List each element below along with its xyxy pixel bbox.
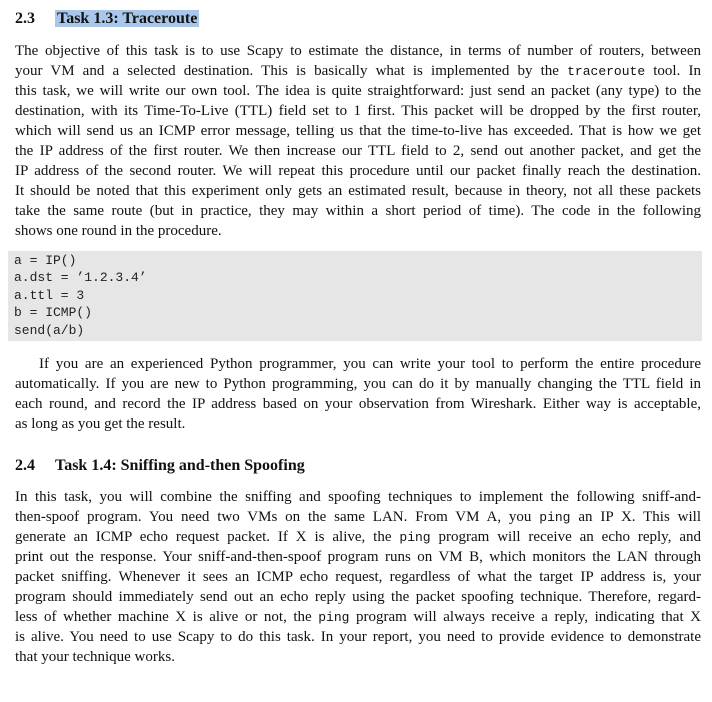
- text-line: [15, 394, 701, 414]
- text-run: your VM and a selected destination. This is basically what is implemented by the: [15, 63, 568, 79]
- text-run: It should be noted that this experiment only gets an estimated result, because in theory, not all these packets: [15, 183, 701, 199]
- text-line: [15, 61, 701, 81]
- inline-code: ping: [318, 610, 350, 625]
- section-title: Task 1.3: Traceroute: [57, 10, 198, 27]
- text-line: [15, 161, 701, 181]
- text-run: generate an ICMP echo request packet. If X is alive, the: [15, 529, 400, 545]
- text-line: [15, 101, 701, 121]
- inline-code: ping: [399, 530, 431, 545]
- text-run: destination, with its Time-To-Live (TTL) field set to 1 first. This packet will be dropped by the first router,: [15, 103, 701, 119]
- code-line: a.dst = ’1.2.3.4’: [14, 270, 147, 285]
- code-line: send(a/b): [14, 323, 85, 338]
- python-note-paragraph: [15, 354, 701, 434]
- text-run: less of whether machine X is alive or not, the: [15, 609, 319, 625]
- text-run: program will always receive a reply, indicating that X: [349, 609, 701, 625]
- text-run: which will send us an ICMP error message, telling us that the time-to-live has exceeded. That is how we get: [15, 123, 701, 139]
- text-run: IP address of the second router. We will repeat this procedure until our packet finally reach the destination.: [15, 163, 701, 179]
- text-run: shows one round in the procedure.: [15, 223, 222, 239]
- text-line: [15, 487, 701, 507]
- text-run: program will receive an echo reply, and: [430, 529, 701, 545]
- text-run: is alive. You need to use Scapy to do this task. In your report, you need to provide evidence to demonstrate: [15, 629, 701, 645]
- code-line: a.ttl = 3: [14, 288, 85, 303]
- text-run: program should immediately send out an echo reply using the packet spoofing technique. Therefore, regard-: [15, 589, 701, 605]
- text-run: If you are an experienced Python programmer, you can write your tool to perform the entire procedure: [39, 356, 701, 372]
- text-line: [15, 647, 701, 667]
- section-number: 2.3: [15, 10, 35, 27]
- text-run: print out the response. Your sniff-and-then-spoof program runs on VM B, which monitors the LAN through: [15, 549, 701, 565]
- text-run: each round, and record the IP address based on your observation from Wireshark. Either way is acceptable,: [15, 396, 701, 412]
- text-line: [15, 41, 701, 61]
- inline-code: ping: [539, 510, 571, 525]
- code-block: [8, 251, 702, 341]
- text-line: [15, 221, 701, 241]
- section-heading-2-4: [15, 456, 305, 476]
- code-line: b = ICMP(): [14, 305, 93, 320]
- section-number: 2.4: [15, 457, 35, 474]
- text-line: [15, 527, 701, 547]
- text-line: [15, 627, 701, 647]
- text-run: take the same route (but in practice, they may within a short period of time). The code in the following: [15, 203, 701, 219]
- text-line: [15, 354, 701, 374]
- text-run: then-spoof program. You need two VMs on the same LAN. From VM A, you: [15, 509, 540, 525]
- text-line: [15, 507, 701, 527]
- inline-code: traceroute: [567, 64, 646, 79]
- text-run: an IP X. This will: [570, 509, 701, 525]
- text-line: [15, 567, 701, 587]
- text-run: the IP address of the first router. We then increase our TTL field to 2, send out another packet, and get the: [15, 143, 701, 159]
- sniff-spoof-paragraph: [15, 487, 701, 667]
- section-heading-2-3: [15, 9, 199, 29]
- text-run: In this task, you will combine the sniffing and spoofing techniques to implement the following sniff-and-: [15, 489, 701, 505]
- text-run: as long as you get the result.: [15, 416, 186, 432]
- text-run: tool. In: [645, 63, 701, 79]
- text-run: that your technique works.: [15, 649, 175, 665]
- code-line: a = IP(): [14, 253, 77, 268]
- text-line: [15, 414, 701, 434]
- text-run: The objective of this task is to use Scapy to estimate the distance, in terms of number of routers, between: [15, 43, 701, 59]
- text-line: [15, 81, 701, 101]
- text-line: [15, 121, 701, 141]
- text-line: [15, 587, 701, 607]
- text-line: [15, 201, 701, 221]
- section-title: Task 1.4: Sniffing and-then Spoofing: [55, 457, 305, 474]
- text-run: packet sniffing. Whenever it sees an ICMP echo request, regardless of what the target IP address is, your: [15, 569, 701, 585]
- text-line: [15, 141, 701, 161]
- text-run: this task, we will write our own tool. The idea is quite straightforward: just send an packet (any type) to the: [15, 83, 701, 99]
- text-line: [15, 374, 701, 394]
- text-run: automatically. If you are new to Python programming, you can do it by manually changing the TTL field in: [15, 376, 701, 392]
- text-line: [15, 547, 701, 567]
- text-line: [15, 181, 701, 201]
- traceroute-paragraph: [15, 41, 701, 241]
- text-line: [15, 607, 701, 627]
